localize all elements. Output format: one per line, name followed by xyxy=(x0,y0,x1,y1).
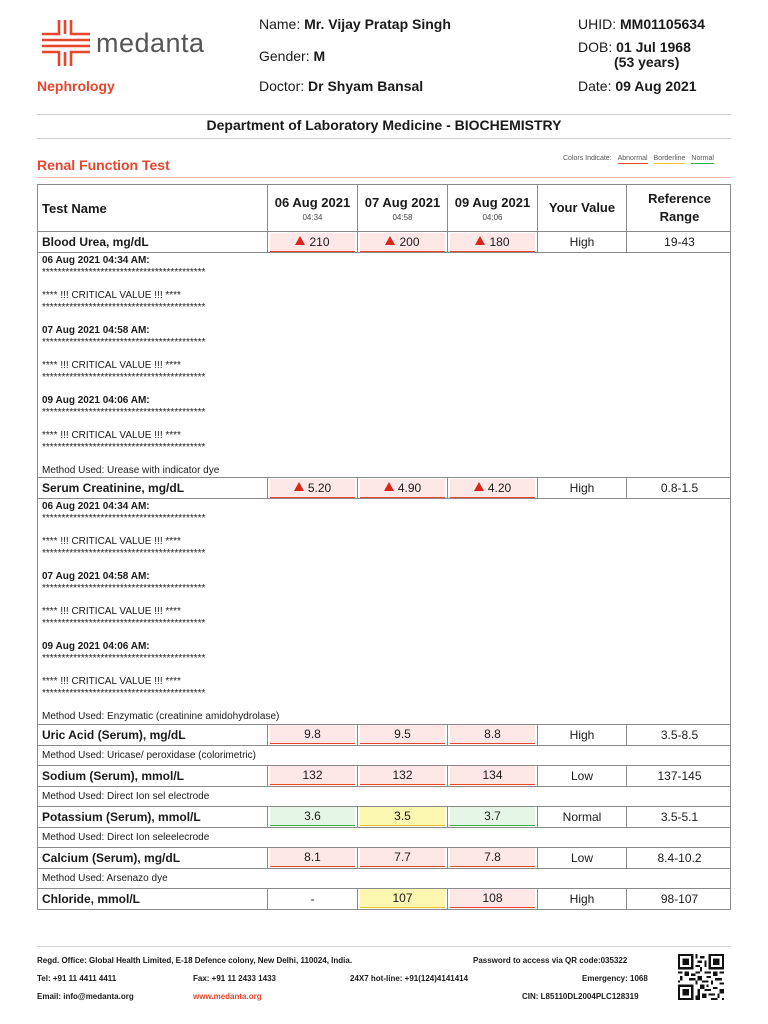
result-text: 7.7 xyxy=(394,850,411,865)
medanta-logo xyxy=(38,18,228,68)
footer-website-link[interactable]: www.medanta.org xyxy=(193,992,262,1001)
result-cell xyxy=(357,807,447,827)
result-value xyxy=(450,725,535,744)
result-value xyxy=(270,848,355,867)
result-value xyxy=(450,479,535,498)
reference-range: 3.5-8.5 xyxy=(626,725,732,745)
warning-triangle-icon xyxy=(295,236,305,245)
result-cell xyxy=(267,766,357,786)
result-text: 9.8 xyxy=(304,727,321,742)
result-text: 9.5 xyxy=(394,727,411,742)
note-line: ****************************************** xyxy=(42,653,206,664)
result-cell xyxy=(447,725,537,745)
result-value xyxy=(450,848,535,867)
note-line: **** !!! CRITICAL VALUE !!! **** xyxy=(42,429,181,441)
result-cell xyxy=(447,848,537,868)
note-line: ****************************************** xyxy=(42,618,206,630)
result-cell xyxy=(267,478,357,498)
result-cell xyxy=(447,889,537,909)
note-line: 07 Aug 2021 04:58 AM: xyxy=(42,571,150,583)
patient-name: Name: Mr. Vijay Pratap Singh xyxy=(259,16,451,32)
header-test-name: Test Name xyxy=(42,200,107,216)
result-cell xyxy=(357,725,447,745)
note-line xyxy=(42,525,726,537)
result-value xyxy=(270,479,355,498)
footer-hotline: 24X7 hot-line: +91(124)4141414 xyxy=(350,974,469,983)
your-value: Normal xyxy=(537,807,626,827)
note-line xyxy=(42,278,726,290)
result-value xyxy=(360,233,445,252)
your-value: High xyxy=(537,478,626,498)
result-cell xyxy=(357,478,447,498)
legend-normal: Normal xyxy=(691,155,714,162)
result-text: 8.1 xyxy=(304,850,321,865)
footer-office: Regd. Office: Global Health Limited, E-18 Defence colony, New Delhi, 110024, India. xyxy=(37,956,353,965)
qr-code-icon[interactable] xyxy=(678,954,724,1000)
result-text: - xyxy=(310,891,315,906)
test-name: Calcium (Serum), mg/dL xyxy=(42,850,181,865)
header-date-1: 06 Aug 2021 04:34 xyxy=(267,185,357,231)
header-date-3: 09 Aug 2021 04:06 xyxy=(447,185,537,231)
method-used: Method Used: Arsenazo dye xyxy=(38,868,730,888)
footer-email: Email: info@medanta.org xyxy=(37,992,134,1001)
note-line xyxy=(42,630,726,642)
table-row xyxy=(38,765,730,786)
result-cell xyxy=(357,889,447,909)
footer-password: Password to access via QR code:035322 xyxy=(473,956,628,965)
result-value xyxy=(450,766,535,785)
footer-divider xyxy=(37,946,731,947)
method-used: Method Used: Direct Ion seleelecrode xyxy=(38,827,730,847)
note-line xyxy=(42,700,726,712)
result-value xyxy=(360,848,445,867)
note-line xyxy=(42,595,726,607)
result-text: 7.8 xyxy=(484,850,501,865)
result-value xyxy=(360,725,445,744)
note-line xyxy=(42,418,726,430)
footer-tel: Tel: +91 11 4411 4411 xyxy=(37,974,117,983)
result-value xyxy=(360,889,445,908)
your-value: Low xyxy=(537,848,626,868)
table-row xyxy=(38,847,730,868)
reference-range: 0.8-1.5 xyxy=(626,478,732,498)
note-line xyxy=(42,383,726,395)
patient-uhid: UHID: MM01105634 xyxy=(578,16,705,32)
table-row xyxy=(38,477,730,498)
note-line: ****************************************** xyxy=(42,371,206,383)
note-line xyxy=(42,453,726,465)
result-text: 134 xyxy=(482,768,503,783)
result-cell xyxy=(267,232,357,252)
test-name: Chloride, mmol/L xyxy=(42,891,141,906)
result-text: 108 xyxy=(482,891,503,906)
warning-triangle-icon xyxy=(385,236,395,245)
report-date: Date: 09 Aug 2021 xyxy=(578,78,697,94)
warning-triangle-icon xyxy=(384,482,394,491)
footer-emergency: Emergency: 1068 xyxy=(582,974,648,983)
test-name: Uric Acid (Serum), mg/dL xyxy=(42,727,186,742)
reference-range: 137-145 xyxy=(626,766,732,786)
test-name: Potassium (Serum), mmol/L xyxy=(42,809,201,824)
note-line: 06 Aug 2021 04:34 AM: xyxy=(42,501,150,513)
result-value xyxy=(270,725,355,744)
result-value xyxy=(270,889,355,908)
legend-label: Colors Indicate: xyxy=(563,155,612,162)
reference-range: 3.5-5.1 xyxy=(626,807,732,827)
patient-dob: DOB: 01 Jul 1968 (53 years) xyxy=(578,39,691,70)
result-text: 8.8 xyxy=(484,727,501,742)
test-name: Serum Creatinine, mg/dL xyxy=(42,481,185,496)
your-value: High xyxy=(537,232,626,252)
result-cell xyxy=(267,725,357,745)
warning-triangle-icon xyxy=(294,482,304,491)
result-text: 3.6 xyxy=(304,809,321,824)
table-row xyxy=(38,806,730,827)
medanta-cross-icon xyxy=(38,18,94,68)
patient-age: (53 years) xyxy=(614,54,680,70)
header-your-value: Your Value xyxy=(537,185,626,231)
note-line: ****************************************** xyxy=(42,583,206,595)
note-line: ****************************************** xyxy=(42,266,206,278)
test-name: Sodium (Serum), mmol/L xyxy=(42,768,185,783)
note-line: ****************************************** xyxy=(42,513,206,525)
note-line: 07 Aug 2021 04:58 AM: xyxy=(42,324,150,336)
note-line: **** !!! CRITICAL VALUE !!! **** xyxy=(42,359,181,371)
note-line: Method Used: Enzymatic (creatinine amidohydrolase) xyxy=(42,711,280,723)
result-text: 200 xyxy=(399,234,420,249)
result-cell xyxy=(447,807,537,827)
note-line: Method Used: Urease with indicator dye xyxy=(42,464,220,476)
note-line xyxy=(42,313,726,325)
result-text: 4.20 xyxy=(487,480,512,495)
result-cell xyxy=(267,807,357,827)
legend-borderline: Borderline xyxy=(653,155,686,162)
result-cell xyxy=(357,848,447,868)
result-value xyxy=(450,807,535,826)
result-text: 4.90 xyxy=(397,480,422,495)
department-name: Nephrology xyxy=(37,78,115,94)
result-cell xyxy=(267,848,357,868)
result-text: 210 xyxy=(309,234,330,249)
result-text: 3.7 xyxy=(484,809,501,824)
your-value: High xyxy=(537,725,626,745)
note-line: ****************************************** xyxy=(42,301,206,313)
results-table xyxy=(37,184,731,910)
method-used: Method Used: Direct Ion sel electrode xyxy=(38,786,730,806)
note-line: **** !!! CRITICAL VALUE !!! **** xyxy=(42,606,181,618)
result-value xyxy=(360,479,445,498)
note-line xyxy=(42,560,726,572)
result-cell xyxy=(357,232,447,252)
reference-range: 8.4-10.2 xyxy=(626,848,732,868)
your-value: Low xyxy=(537,766,626,786)
result-text: 107 xyxy=(392,891,413,906)
table-row xyxy=(38,724,730,745)
note-line: ****************************************** xyxy=(42,406,206,418)
reference-range: 98-107 xyxy=(626,889,732,909)
table-header-row xyxy=(38,185,730,231)
method-used: Method Used: Uricase/ peroxidase (colorimetric) xyxy=(38,745,730,765)
result-value xyxy=(270,807,355,826)
your-value: High xyxy=(537,889,626,909)
test-panel-title: Renal Function Test xyxy=(37,157,170,173)
reference-range: 19-43 xyxy=(626,232,732,252)
footer-fax: Fax: +91 11 2433 1433 xyxy=(193,974,276,983)
test-notes xyxy=(38,252,730,477)
result-value xyxy=(450,889,535,908)
note-line: 09 Aug 2021 04:06 AM: xyxy=(42,641,150,653)
result-value xyxy=(450,233,535,252)
doctor-name: Doctor: Dr Shyam Bansal xyxy=(259,78,424,94)
note-line xyxy=(42,348,726,360)
test-name: Blood Urea, mg/dL xyxy=(42,235,149,249)
brand-name: medanta xyxy=(96,28,205,58)
result-value xyxy=(360,807,445,826)
color-legend xyxy=(559,155,714,164)
note-line: **** !!! CRITICAL VALUE !!! **** xyxy=(42,289,181,301)
note-line xyxy=(42,665,726,677)
note-line: **** !!! CRITICAL VALUE !!! **** xyxy=(42,536,181,548)
warning-triangle-icon xyxy=(474,482,484,491)
result-text: 3.5 xyxy=(394,809,411,824)
patient-gender: Gender: M xyxy=(259,48,326,64)
note-line: ****************************************** xyxy=(42,441,206,453)
result-text: 5.20 xyxy=(307,480,332,495)
lab-department-title: Department of Laboratory Medicine - BIOCHEMISTRY xyxy=(206,117,562,133)
footer-cin: CIN: L85110DL2004PLC128319 xyxy=(522,992,639,1001)
note-line: ****************************************** xyxy=(42,687,206,699)
result-text: 180 xyxy=(489,234,510,249)
title-underline xyxy=(37,177,731,178)
note-line: ****************************************** xyxy=(42,548,206,560)
divider xyxy=(37,114,731,115)
note-line: 09 Aug 2021 04:06 AM: xyxy=(42,394,150,406)
result-value xyxy=(360,766,445,785)
note-line: **** !!! CRITICAL VALUE !!! **** xyxy=(42,676,181,688)
divider xyxy=(37,138,731,139)
result-value xyxy=(270,766,355,785)
test-notes xyxy=(38,498,730,723)
result-cell xyxy=(447,232,537,252)
header-reference-range: Reference Range xyxy=(626,185,732,231)
note-line: 06 Aug 2021 04:34 AM: xyxy=(42,255,150,266)
result-text: 132 xyxy=(392,768,413,783)
result-value xyxy=(270,233,355,252)
table-row xyxy=(38,231,730,252)
result-text: 132 xyxy=(302,768,323,783)
result-cell xyxy=(447,766,537,786)
warning-triangle-icon xyxy=(475,236,485,245)
result-cell xyxy=(267,889,357,909)
result-cell xyxy=(357,766,447,786)
note-line: ****************************************** xyxy=(42,336,206,348)
legend-abnormal: Abnormal xyxy=(617,155,648,162)
table-row xyxy=(38,888,730,909)
header-date-2: 07 Aug 2021 04:58 xyxy=(357,185,447,231)
result-cell xyxy=(447,478,537,498)
